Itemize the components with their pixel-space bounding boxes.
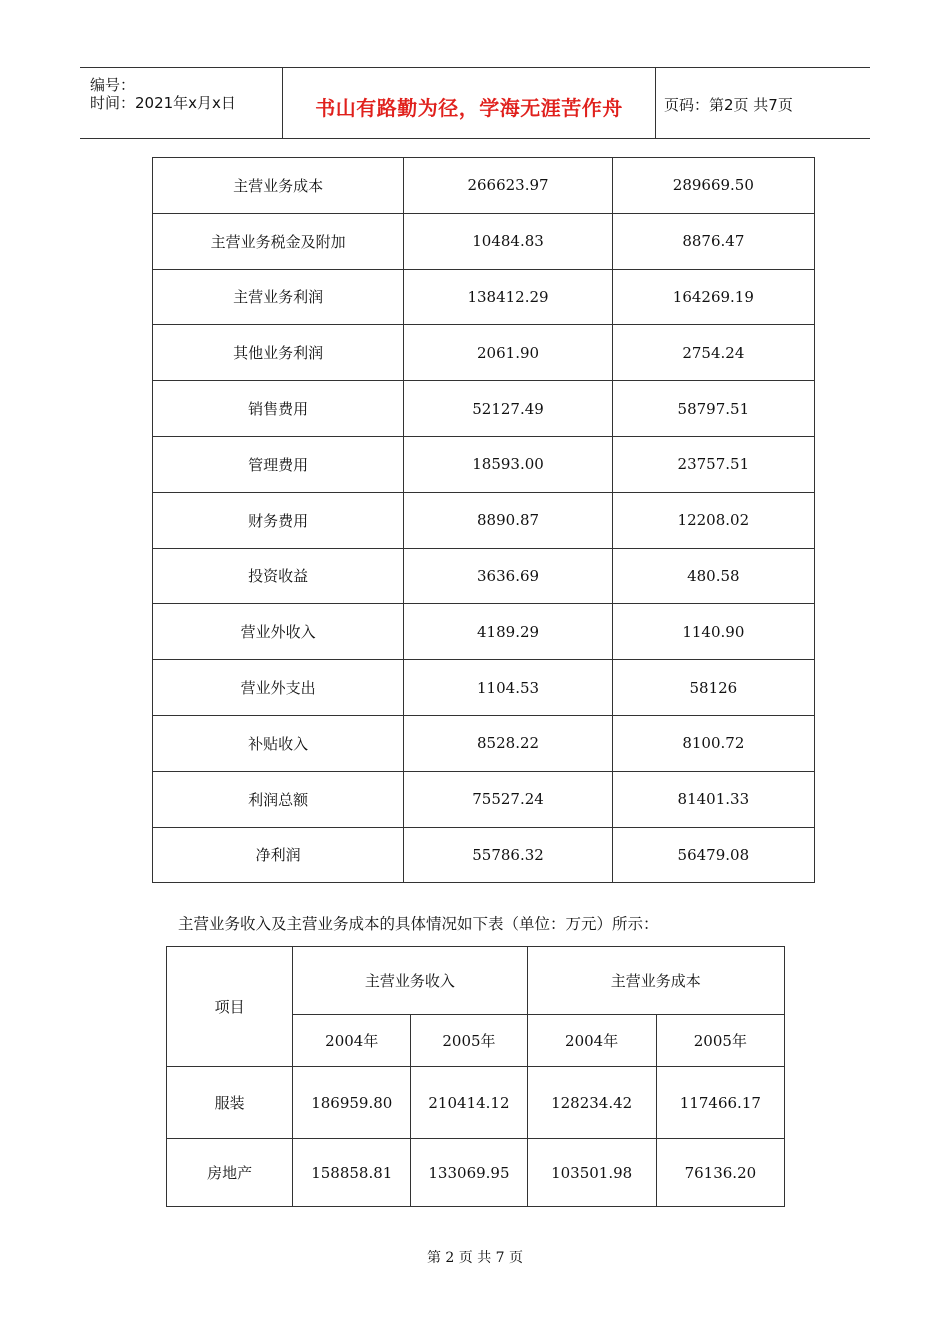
revenue-group-header: 主营业务收入	[293, 947, 527, 1015]
table-cell: 56479.08	[612, 827, 814, 883]
table-row	[153, 158, 815, 214]
document-time-label: 时间：2021年x月x日	[90, 94, 236, 112]
table-cell: 117466.17	[656, 1067, 784, 1139]
document-number-label: 编号：	[90, 76, 136, 94]
row-label: 主营业务税金及附加	[153, 213, 404, 269]
table-cell: 289669.50	[612, 158, 814, 214]
table-row	[153, 660, 815, 716]
table-cell: 1104.53	[404, 660, 612, 716]
table-intro-note: 主营业务收入及主营业务成本的具体情况如下表（单位：万元）所示：	[178, 915, 659, 933]
table-cell: 房地产	[167, 1139, 293, 1207]
row-label: 营业外支出	[153, 660, 404, 716]
motto: 书山有路勤为径，学海无涯苦作舟	[315, 96, 623, 120]
year-header: 2004年	[527, 1015, 656, 1067]
year-header: 2005年	[411, 1015, 527, 1067]
page-footer: 第 2 页 共 7 页	[426, 1250, 524, 1266]
table-header-row	[167, 947, 785, 1015]
table-row	[153, 548, 815, 604]
table-cell: 76136.20	[656, 1139, 784, 1207]
row-label: 销售费用	[153, 381, 404, 437]
table-cell: 3636.69	[404, 548, 612, 604]
header-meta	[80, 68, 283, 138]
table-cell: 138412.29	[404, 269, 612, 325]
header-motto-cell	[283, 68, 656, 138]
table-cell: 8890.87	[404, 492, 612, 548]
table-cell: 103501.98	[527, 1139, 656, 1207]
table-row	[153, 827, 815, 883]
table-cell: 164269.19	[612, 269, 814, 325]
table-cell: 81401.33	[612, 771, 814, 827]
table-cell: 480.58	[612, 548, 814, 604]
table-cell: 12208.02	[612, 492, 814, 548]
cost-group-header: 主营业务成本	[527, 947, 784, 1015]
table-cell: 18593.00	[404, 436, 612, 492]
page-number-label: 页码：第2页 共7页	[664, 96, 793, 114]
table-cell: 186959.80	[293, 1067, 411, 1139]
income-statement-table	[152, 157, 815, 883]
main-business-table	[166, 946, 785, 1207]
table-cell: 266623.97	[404, 158, 612, 214]
row-label: 补贴收入	[153, 715, 404, 771]
row-label: 利润总额	[153, 771, 404, 827]
table-row	[153, 213, 815, 269]
row-label: 其他业务利润	[153, 325, 404, 381]
table-cell: 52127.49	[404, 381, 612, 437]
table-cell: 8528.22	[404, 715, 612, 771]
row-label: 主营业务成本	[153, 158, 404, 214]
table-cell: 55786.32	[404, 827, 612, 883]
item-header: 项目	[167, 947, 293, 1067]
table-cell: 158858.81	[293, 1139, 411, 1207]
table-cell: 75527.24	[404, 771, 612, 827]
table-cell: 1140.90	[612, 604, 814, 660]
table-row	[153, 436, 815, 492]
table-cell: 2754.24	[612, 325, 814, 381]
row-label: 投资收益	[153, 548, 404, 604]
table-cell: 8876.47	[612, 213, 814, 269]
table-row	[153, 604, 815, 660]
table-cell: 58797.51	[612, 381, 814, 437]
table-cell: 210414.12	[411, 1067, 527, 1139]
row-label: 主营业务利润	[153, 269, 404, 325]
table-cell: 4189.29	[404, 604, 612, 660]
table-cell: 2061.90	[404, 325, 612, 381]
row-label: 营业外收入	[153, 604, 404, 660]
row-label: 财务费用	[153, 492, 404, 548]
table-cell: 8100.72	[612, 715, 814, 771]
page-header	[80, 67, 870, 139]
table-row	[153, 771, 815, 827]
table-row	[153, 269, 815, 325]
table-cell: 服装	[167, 1067, 293, 1139]
row-label: 管理费用	[153, 436, 404, 492]
row-label: 净利润	[153, 827, 404, 883]
table-cell: 10484.83	[404, 213, 612, 269]
table-cell: 128234.42	[527, 1067, 656, 1139]
table-cell: 133069.95	[411, 1139, 527, 1207]
table-row	[153, 715, 815, 771]
table-row	[153, 381, 815, 437]
table-cell: 58126	[612, 660, 814, 716]
table-row	[167, 1139, 785, 1207]
table-row	[153, 492, 815, 548]
header-page-cell	[656, 68, 870, 138]
year-header: 2004年	[293, 1015, 411, 1067]
table-row	[167, 1067, 785, 1139]
table-cell: 23757.51	[612, 436, 814, 492]
table-row	[153, 325, 815, 381]
year-header: 2005年	[656, 1015, 784, 1067]
